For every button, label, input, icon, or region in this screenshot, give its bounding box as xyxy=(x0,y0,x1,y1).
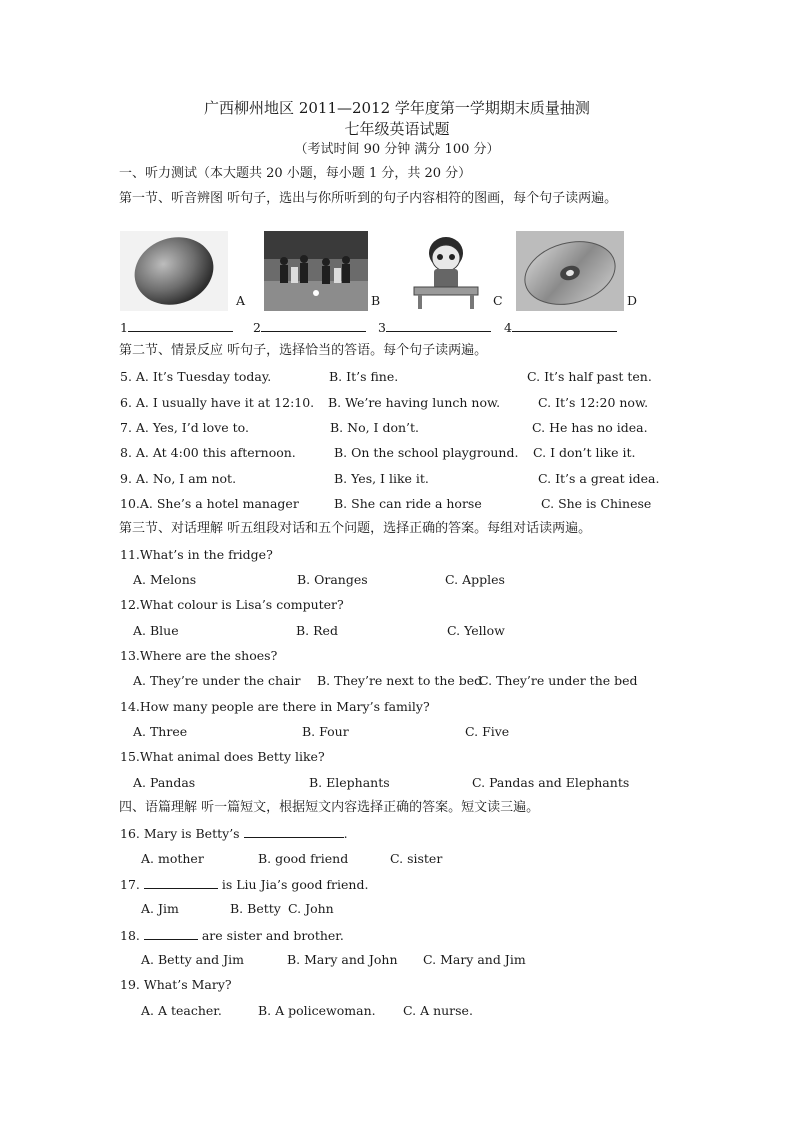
q11-option-b: B. Oranges xyxy=(297,572,368,587)
q19-option-c: C. A nurse. xyxy=(403,1003,473,1018)
q12-option-b: B. Red xyxy=(296,623,338,638)
q13-option-a: A. They’re under the chair xyxy=(133,673,301,688)
q19-option-a: A. A teacher. xyxy=(141,1003,222,1018)
q18-option-a: A. Betty and Jim xyxy=(141,952,244,967)
student-at-desk-icon xyxy=(404,231,488,311)
picture-c xyxy=(404,231,488,311)
picture-d-letter: D xyxy=(627,293,638,308)
q16-option-c: C. sister xyxy=(390,851,443,866)
q8-option-b: B. On the school playground. xyxy=(334,445,519,460)
time-note: （考试时间 90 分钟 满分 100 分） xyxy=(294,142,500,157)
q18-question xyxy=(120,927,344,943)
answer-line[interactable] xyxy=(128,319,233,332)
blank-number: 4 xyxy=(504,320,512,335)
q13-option-c: C. They’re under the bed xyxy=(479,673,638,688)
section2-instructions: 第二节、情景反应 听句子，选择恰当的答语。每个句子读两遍。 xyxy=(119,343,488,358)
q6-option-a: 6. A. I usually have it at 12:10. xyxy=(120,395,315,410)
cd-disc-icon xyxy=(516,231,624,311)
answer-blank-1 xyxy=(120,319,233,335)
q11-option-a: A. Melons xyxy=(133,572,197,587)
answer-blank-3 xyxy=(378,319,491,335)
blank-number: 3 xyxy=(378,320,386,335)
q18-option-b: B. Mary and John xyxy=(287,952,398,967)
blank-number: 1 xyxy=(120,320,128,335)
part1-title: 一、听力测试（本大题共 20 小题，每小题 1 分，共 20 分） xyxy=(119,166,472,181)
q12-option-a: A. Blue xyxy=(133,623,179,638)
answer-blank-2 xyxy=(253,319,366,335)
q15-option-a: A. Pandas xyxy=(133,775,196,790)
picture-a xyxy=(120,231,228,311)
q17-option-c: C. John xyxy=(288,901,334,916)
q5-option-b: B. It’s fine. xyxy=(329,369,399,384)
q7-option-c: C. He has no idea. xyxy=(532,420,648,435)
picture-c-letter: C xyxy=(493,293,503,308)
q16-text-after: . xyxy=(343,826,348,841)
q15-question: 15.What animal does Betty like? xyxy=(120,749,325,764)
q17-blank[interactable] xyxy=(144,876,218,889)
part4-instructions: 四、语篇理解 听一篇短文，根据短文内容选择正确的答案。短文读三遍。 xyxy=(119,800,540,815)
picture-d xyxy=(516,231,624,311)
q7-option-a: 7. A. Yes, I’d love to. xyxy=(120,420,249,435)
q9-option-c: C. It’s a great idea. xyxy=(538,471,660,486)
q15-option-b: B. Elephants xyxy=(309,775,390,790)
answer-blank-4 xyxy=(504,319,617,335)
q16-text: 16. Mary is Betty’s xyxy=(120,826,240,841)
egg-icon xyxy=(120,231,228,311)
q18-text-after: are sister and brother. xyxy=(201,928,344,943)
answer-line[interactable] xyxy=(386,319,491,332)
q11-option-c: C. Apples xyxy=(445,572,505,587)
q10-option-c: C. She is Chinese xyxy=(541,496,652,511)
q17-question xyxy=(120,876,368,892)
q16-question xyxy=(120,825,348,841)
q18-number: 18. xyxy=(120,928,140,943)
q6-option-b: B. We’re having lunch now. xyxy=(328,395,501,410)
q14-option-b: B. Four xyxy=(302,724,349,739)
section3-instructions: 第三节、对话理解 听五组段对话和五个问题，选择正确的答案。每组对话读两遍。 xyxy=(119,521,592,536)
q19-option-b: B. A policewoman. xyxy=(258,1003,376,1018)
q10-option-a: 10.A. She’s a hotel manager xyxy=(120,496,299,511)
q16-blank[interactable] xyxy=(244,825,344,838)
q19-question: 19. What’s Mary? xyxy=(120,977,232,992)
q5-option-a: 5. A. It’s Tuesday today. xyxy=(120,369,272,384)
q14-option-a: A. Three xyxy=(133,724,188,739)
q18-option-c: C. Mary and Jim xyxy=(423,952,526,967)
q6-option-c: C. It’s 12:20 now. xyxy=(538,395,649,410)
answer-line[interactable] xyxy=(512,319,617,332)
q16-option-a: A. mother xyxy=(141,851,204,866)
picture-a-letter: A xyxy=(236,293,246,308)
q14-question: 14.How many people are there in Mary’s family? xyxy=(120,699,430,714)
q16-option-b: B. good friend xyxy=(258,851,349,866)
answer-line[interactable] xyxy=(261,319,366,332)
blank-number: 2 xyxy=(253,320,261,335)
exam-subtitle: 七年级英语试题 xyxy=(344,120,450,138)
q11-question: 11.What’s in the fridge? xyxy=(120,547,273,562)
q7-option-b: B. No, I don’t. xyxy=(330,420,420,435)
picture-b-letter: B xyxy=(371,293,381,308)
q12-question: 12.What colour is Lisa’s computer? xyxy=(120,597,344,612)
q18-blank[interactable] xyxy=(144,927,198,940)
q15-option-c: C. Pandas and Elephants xyxy=(472,775,630,790)
exam-title: 广西柳州地区 2011—2012 学年度第一学期期末质量抽测 xyxy=(204,99,590,117)
q14-option-c: C. Five xyxy=(465,724,510,739)
q8-option-a: 8. A. At 4:00 this afternoon. xyxy=(120,445,296,460)
q8-option-c: C. I don’t like it. xyxy=(533,445,636,460)
q17-option-b: B. Betty xyxy=(230,901,281,916)
q9-option-b: B. Yes, I like it. xyxy=(334,471,429,486)
football-match-icon xyxy=(264,231,368,311)
picture-b xyxy=(264,231,368,311)
q12-option-c: C. Yellow xyxy=(447,623,505,638)
q10-option-b: B. She can ride a horse xyxy=(334,496,482,511)
q17-option-a: A. Jim xyxy=(141,901,179,916)
q13-option-b: B. They’re next to the bed xyxy=(317,673,483,688)
q9-option-a: 9. A. No, I am not. xyxy=(120,471,237,486)
q5-option-c: C. It’s half past ten. xyxy=(527,369,652,384)
q17-text-after: is Liu Jia’s good friend. xyxy=(221,877,369,892)
q13-question: 13.Where are the shoes? xyxy=(120,648,278,663)
q17-number: 17. xyxy=(120,877,140,892)
section1-instructions: 第一节、听音辨图 听句子，选出与你所听到的句子内容相符的图画，每个句子读两遍。 xyxy=(119,191,618,206)
